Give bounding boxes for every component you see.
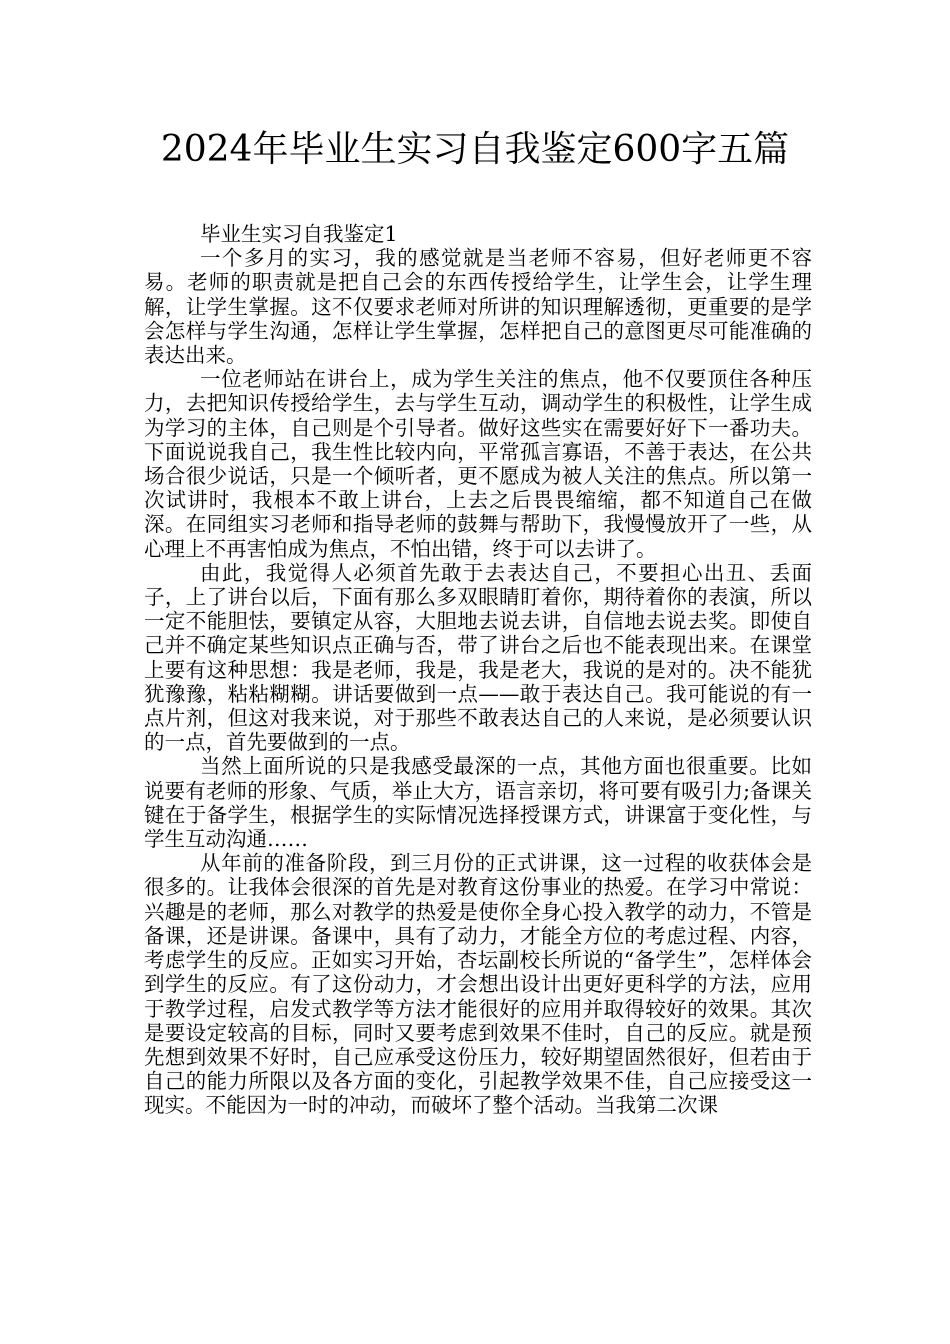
section-heading: 毕业生实习自我鉴定1 (200, 222, 398, 246)
paragraph-2: 一位老师站在讲台上，成为学生关注的焦点，他不仅要顶住各种压力，去把知识传授给学生，去与学生互动，调动学生的积极性，让学生成为学习的主体，自己则是个引导者。做好这些实在需要好好下一番功夫。下面说说我自己，我生性比较内向，平常孤言寡语，不善于表达，在公共场合很少说话，只是一个倾听者，更不愿成为被人关注的焦点。所以第一次试讲时，我根本不敢上讲台，上去之后畏畏缩缩，都不知道自己在做深。在同组实习老师和指导老师的鼓舞与帮助下，我慢慢放开了一些，从心理上不再害怕成为焦点，不怕出错，终于可以去讲了。 (144, 367, 812, 561)
paragraph-5: 从年前的准备阶段，到三月份的正式讲课，这一过程的收获体会是很多的。让我体会很深的首先是对教育这份事业的热爱。在学习中常说：兴趣是的老师，那么对教学的热爱是使你全身心投入教学的动力，不管是备课，还是讲课。备课中，具有了动力，才能全方位的考虑过程、内容，考虑学生的反应。正如实习开始，杏坛副校长所说的“备学生”，怎样体会到学生的反应。有了这份动力，才会想出设计出更好更科学的方法，应用于教学过程，启发式教学等方法才能很好的应用并取得较好的效果。其次是要设定较高的目标，同时又要考虑到效果不佳时，自己的反应。就是预先想到效果不好时，自己应承受这份压力，较好期望固然很好，但若由于自己的能力所限以及各方面的变化，引起教学效果不佳，自己应接受这一现实。不能因为一时的冲动，而破坏了整个活动。当我第二次课 (144, 851, 812, 1118)
document-body (144, 222, 812, 1118)
paragraph-4: 当然上面所说的只是我感受最深的一点，其他方面也很重要。比如说要有老师的形象、气质，举止大方，语言亲切，将可要有吸引力;备课关键在于备学生，根据学生的实际情况选择授课方式，讲课富于变化性，与学生互动沟通…… (144, 754, 812, 852)
paragraph-3: 由此，我觉得人必须首先敢于去表达自己，不要担心出丑、丢面子，上了讲台以后，下面有那么多双眼睛盯着你，期待着你的表演，所以一定不能胆怯，要镇定从容，大胆地去说去讲，自信地去说去奖。即使自己并不确定某些知识点正确与否，带了讲台之后也不能表现出来。在课堂上要有这种思想：我是老师，我是，我是老大，我说的是对的。决不能犹犹豫豫，粘粘糊糊。讲话要做到一点——敢于表达自己。我可能说的有一点片剂，但这对我来说，对于那些不敢表达自己的人来说，是必须要认识的一点，首先要做到的一点。 (144, 560, 812, 755)
paragraph-1: 一个多月的实习，我的感觉就是当老师不容易，但好老师更不容易。老师的职责就是把自己会的东西传授给学生，让学生会，让学生理解，让学生掌握。这不仅要求老师对所讲的知识理解透彻，更重要的是学会怎样与学生沟通，怎样让学生掌握，怎样把自己的意图更尽可能准确的表达出来。 (144, 246, 812, 368)
document-title: 2024年毕业生实习自我鉴定600字五篇 (160, 129, 790, 170)
